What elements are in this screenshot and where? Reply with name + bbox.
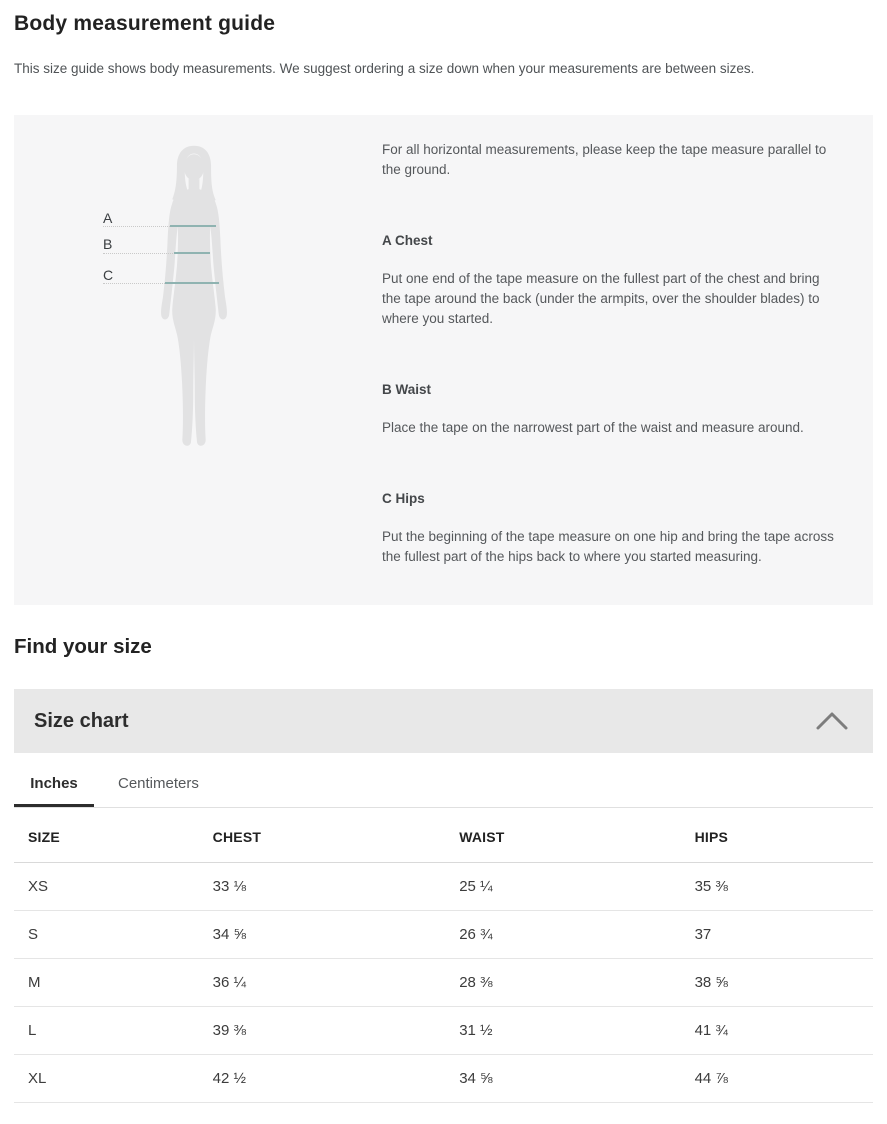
size-cell: XL <box>14 1055 199 1103</box>
waist-cell: 26 ¾ <box>445 911 680 959</box>
size-cell: M <box>14 959 199 1007</box>
size-cell: S <box>14 911 199 959</box>
waist-cell: 34 ⅝ <box>445 1055 680 1103</box>
chest-cell: 36 ¼ <box>199 959 446 1007</box>
table-row <box>14 863 873 911</box>
guide-intro: For all horizontal measurements, please keep the tape measure parallel to the ground. <box>382 142 827 177</box>
table-row <box>14 1055 873 1103</box>
tab-centimeters[interactable]: Centimeters <box>118 775 199 792</box>
hips-cell: 44 ⅞ <box>681 1055 873 1103</box>
column-header-chest: CHEST <box>199 808 446 863</box>
waist-cell: 31 ½ <box>445 1007 680 1055</box>
chevron-up-icon[interactable] <box>815 711 849 731</box>
size-guide-page <box>0 12 887 1103</box>
column-header-size: SIZE <box>14 808 199 863</box>
table-row <box>14 959 873 1007</box>
size-chart-label: Size chart <box>34 709 129 732</box>
size-chart-table <box>14 808 873 1103</box>
measurement-tape-chest <box>170 225 216 227</box>
chest-section-body: Put one end of the tape measure on the fullest part of the chest and bring the tape around the back (under the armpits, over the shoulder blades) to where you started. <box>382 271 820 326</box>
column-header-hips: HIPS <box>681 808 873 863</box>
page-title: Body measurement guide <box>14 12 276 35</box>
size-cell: XS <box>14 863 199 911</box>
figure-label-a: A <box>103 210 113 226</box>
hips-section-heading: C Hips <box>382 491 425 506</box>
guide-text-column <box>382 115 873 605</box>
waist-cell: 28 ⅜ <box>445 959 680 1007</box>
column-header-waist: WAIST <box>445 808 680 863</box>
waist-section-heading: B Waist <box>382 382 432 397</box>
measurement-guide-panel <box>14 115 873 605</box>
measurement-tape-hips <box>165 282 219 284</box>
figure-label-c: C <box>103 267 114 283</box>
hips-cell: 41 ¾ <box>681 1007 873 1055</box>
hips-section-body: Put the beginning of the tape measure on one hip and bring the tape across the fullest part of the hips back to where you started measuring. <box>382 529 834 564</box>
body-silhouette-image <box>144 145 244 455</box>
figure-label-b: B <box>103 236 113 252</box>
find-your-size-heading: Find your size <box>14 635 152 658</box>
measurement-tape-waist <box>174 252 210 254</box>
figure-area <box>14 115 382 605</box>
table-row <box>14 911 873 959</box>
page-subtitle: This size guide shows body measurements. We suggest ordering a size down when your measurements are between sizes. <box>14 61 755 76</box>
hips-cell: 38 ⅝ <box>681 959 873 1007</box>
size-chart-accordion-header[interactable] <box>14 689 873 753</box>
size-cell: L <box>14 1007 199 1055</box>
chest-cell: 42 ½ <box>199 1055 446 1103</box>
hips-cell: 35 ⅜ <box>681 863 873 911</box>
chest-cell: 33 ⅛ <box>199 863 446 911</box>
waist-section-body: Place the tape on the narrowest part of the waist and measure around. <box>382 420 804 435</box>
table-header-row <box>14 808 873 863</box>
waist-cell: 25 ¼ <box>445 863 680 911</box>
chest-cell: 39 ⅜ <box>199 1007 446 1055</box>
tab-inches[interactable]: Inches <box>14 765 94 807</box>
chest-section-heading: A Chest <box>382 233 433 248</box>
unit-tabs <box>14 753 873 808</box>
hips-cell: 37 <box>681 911 873 959</box>
table-row <box>14 1007 873 1055</box>
chest-cell: 34 ⅝ <box>199 911 446 959</box>
